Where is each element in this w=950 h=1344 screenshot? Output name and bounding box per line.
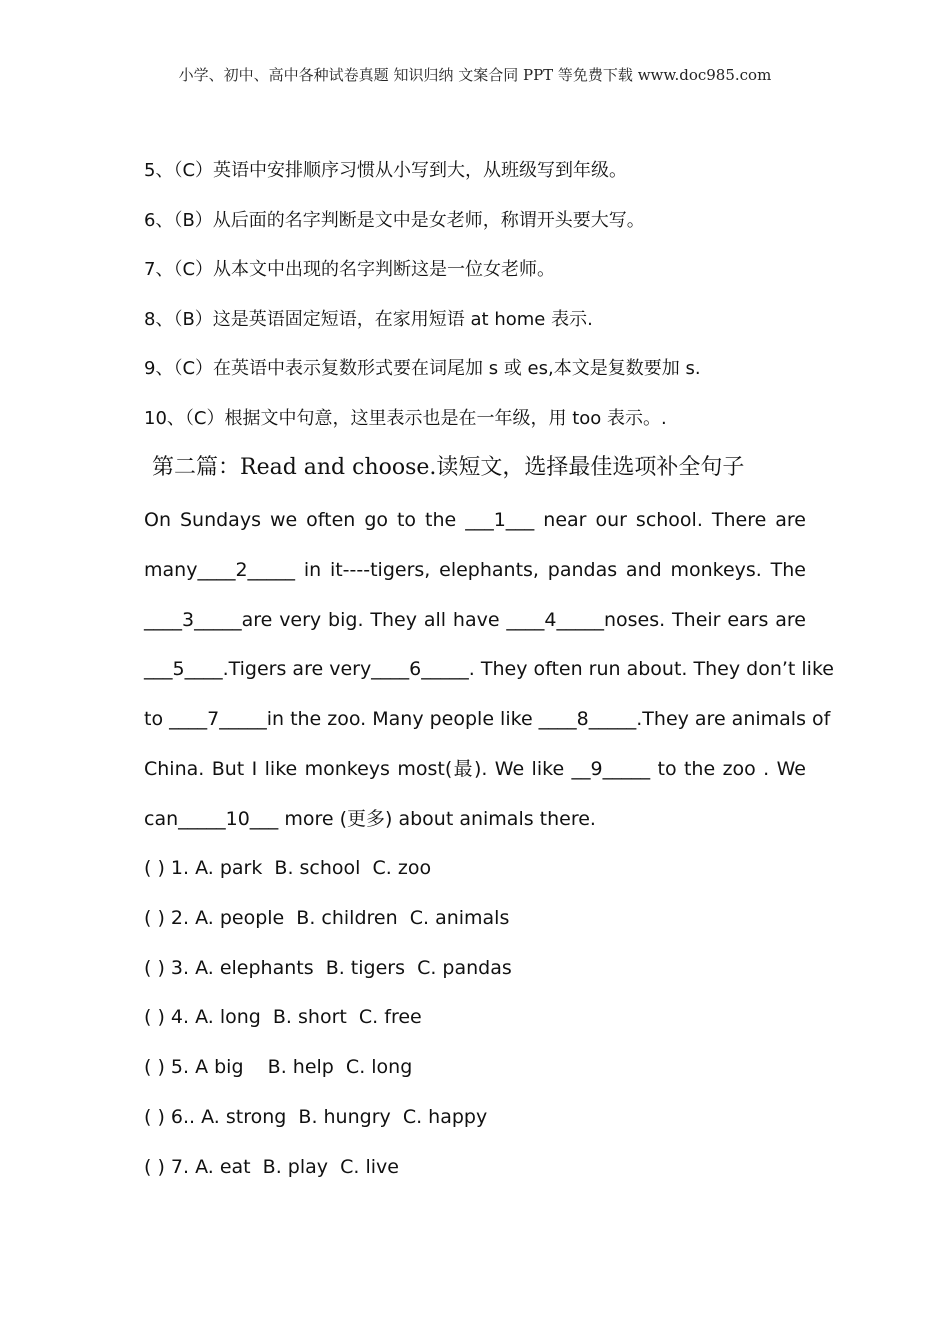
question-item: ( ) 6.. A. strong B. hungry C. happy xyxy=(144,1105,488,1128)
passage-line: On Sundays we often go to the ___1___ near our school. There are xyxy=(144,509,806,531)
answer-item: 5、（C）英语中安排顺序习惯从小写到大，从班级写到年级。 xyxy=(144,160,628,181)
question-item: ( ) 7. A. eat B. play C. live xyxy=(144,1155,399,1178)
question-item: ( ) 1. A. park B. school C. zoo xyxy=(144,857,432,879)
passage-line: can_____10___ more (更多) about animals there. xyxy=(144,807,596,830)
question-item: ( ) 3. A. elephants B. tigers C. pandas xyxy=(144,956,512,979)
answer-item: 6、（B）从后面的名字判断是文中是女老师，称谓开头要大写。 xyxy=(144,209,645,231)
passage-line: ___5____.Tigers are very____6_____. They often run about. They don’t like xyxy=(144,658,834,681)
section-title: 第二篇：Read and choose.读短文，选择最佳选项补全句子 xyxy=(152,455,745,480)
page-header: 小学、初中、高中各种试卷真题 知识归纳 文案合同 PPT 等免费下载 www.doc985.com xyxy=(178,66,772,84)
passage-line: ____3_____are very big. They all have ____4_____noses. Their ears are xyxy=(144,608,806,631)
reading-passage xyxy=(144,505,834,854)
passage-line: China. But I like monkeys most(最). We like __9_____ to the zoo . We xyxy=(144,757,806,780)
question-item: ( ) 2. A. people B. children C. animals xyxy=(144,906,510,929)
question-item: ( ) 4. A. long B. short C. free xyxy=(144,1006,422,1029)
passage-line: many____2_____ in it----tigers, elephants, pandas and monkeys. The xyxy=(144,558,806,581)
answer-explanations xyxy=(144,158,824,456)
question-options xyxy=(144,853,806,1202)
answer-item: 10、（C）根据文中句意，这里表示也是在一年级，用 too 表示。. xyxy=(144,407,667,429)
answer-item: 9、（C）在英语中表示复数形式要在词尾加 s 或 es,本文是复数要加 s. xyxy=(144,358,701,380)
question-item: ( ) 5. A big B. help C. long xyxy=(144,1056,413,1079)
answer-item: 7、（C）从本文中出现的名字判断这是一位女老师。 xyxy=(144,259,556,281)
passage-line: to ____7_____in the zoo. Many people like ____8_____.They are animals of xyxy=(144,708,831,731)
answer-item: 8、（B）这是英语固定短语，在家用短语 at home 表示. xyxy=(144,308,593,330)
